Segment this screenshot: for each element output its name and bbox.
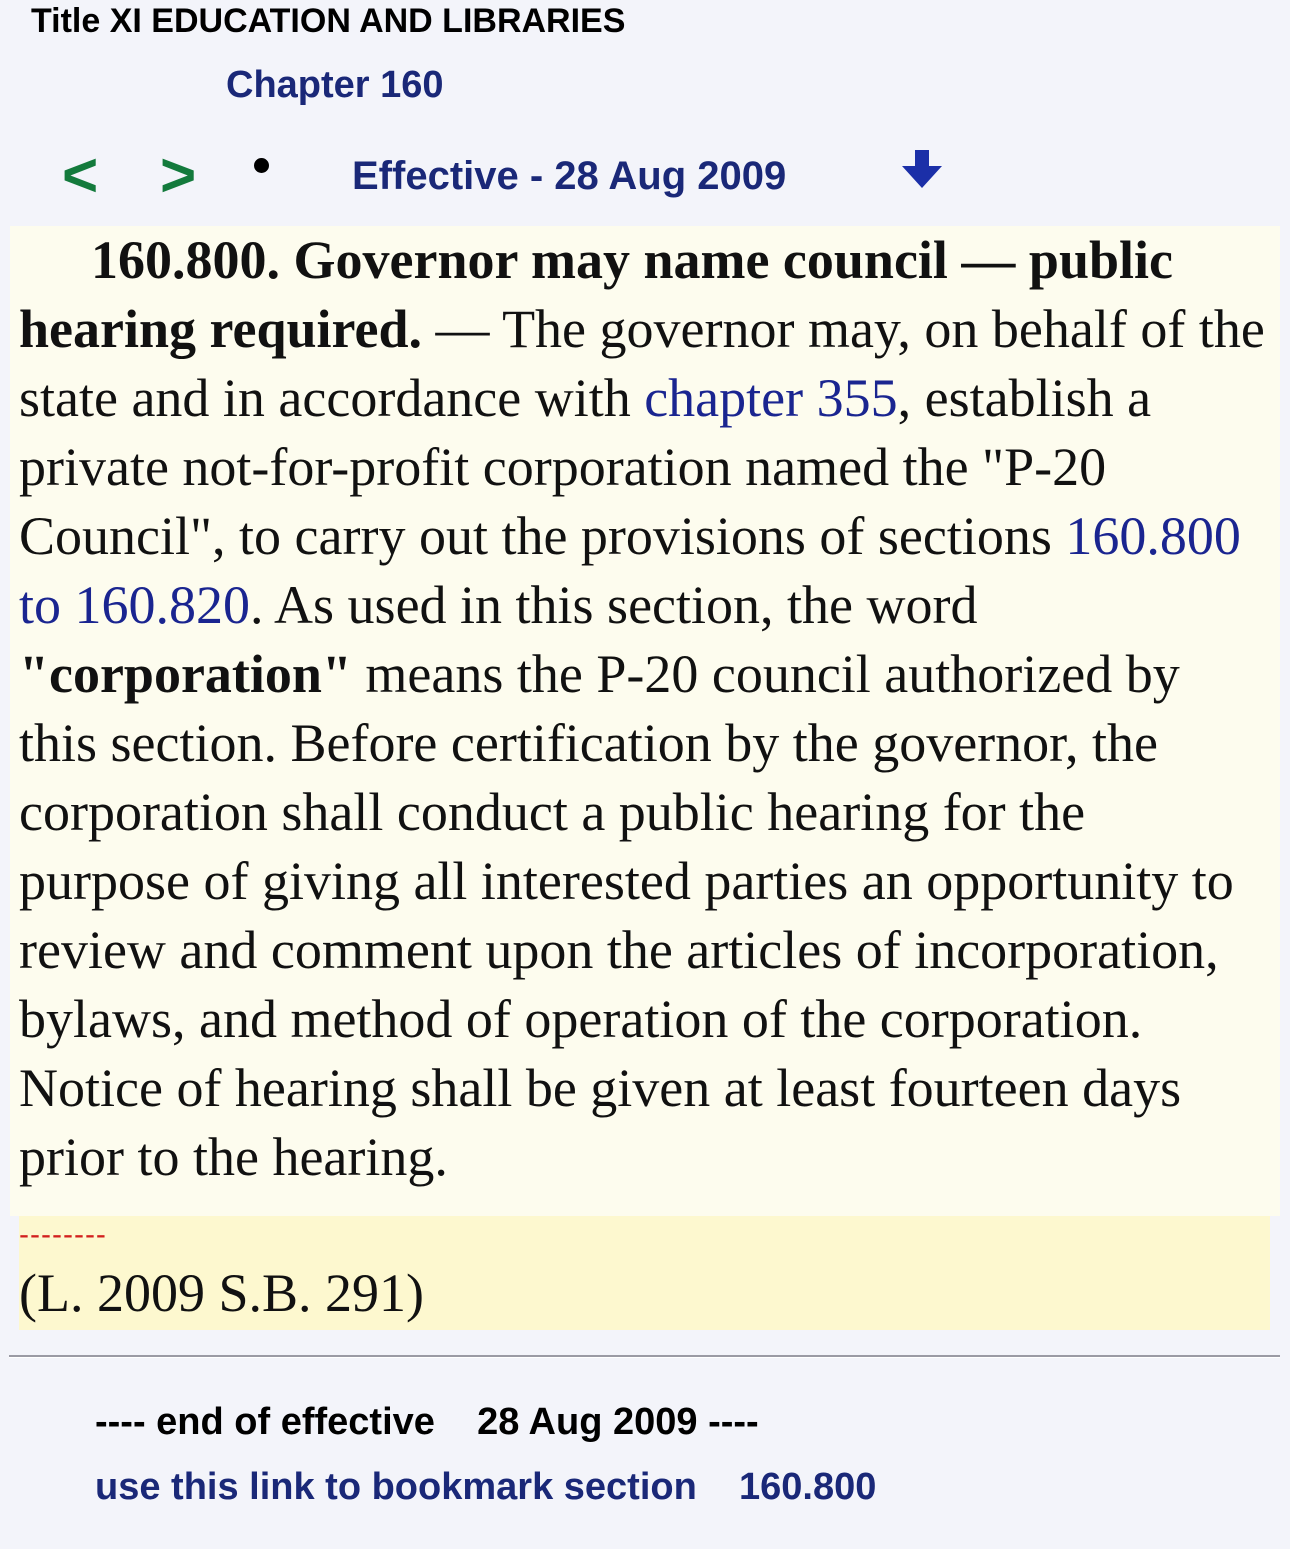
defined-term: "corporation" xyxy=(19,644,352,704)
heading-dash: — xyxy=(422,299,503,359)
dot-icon[interactable] xyxy=(254,158,269,173)
arrow-down-icon[interactable] xyxy=(898,148,946,197)
effective-date-link[interactable]: Effective - 28 Aug 2009 xyxy=(352,154,787,198)
bookmark-section-link[interactable]: use this link to bookmark section 160.800 xyxy=(95,1466,877,1508)
section-text-part: , establish a private not-for-profit corporation named the "P-20 Council", to carry out the provisions of sections xyxy=(19,368,1152,566)
section-nav-bar xyxy=(0,140,1290,220)
section-text-part: means the P-20 council authorized by this section. Before certification by the governor, the corporation shall conduct a public hearing for the purpose of giving all interested parties an opportunity to review and comment upon the articles of incorporation, bylaws, and method of operation of the corporation. Notice of hearing shall be given at least fourteen days prior to the hearing. xyxy=(19,644,1234,1187)
horizontal-divider xyxy=(9,1355,1280,1358)
chapter-link[interactable]: Chapter 160 xyxy=(226,64,444,106)
section-text-part: The governor may, on behalf of the state and in accordance with xyxy=(19,299,1265,428)
chapter-355-link[interactable]: chapter 355 xyxy=(644,368,898,428)
section-text xyxy=(19,226,1269,1192)
history-citation: (L. 2009 S.B. 291) xyxy=(19,1263,424,1323)
sections-range-link[interactable]: 160.800 to 160.820 xyxy=(19,506,1241,635)
section-text-part: . As used in this section, the word xyxy=(250,575,978,635)
prev-section-button[interactable]: < xyxy=(62,141,99,210)
next-section-button[interactable]: > xyxy=(160,141,197,210)
title-heading: Title XI EDUCATION AND LIBRARIES xyxy=(31,2,626,40)
section-heading-text: 160.800. Governor may name council — public hearing required. xyxy=(19,230,1174,359)
history-separator: -------- xyxy=(19,1218,107,1251)
end-of-effective-text: ---- end of effective 28 Aug 2009 ---- xyxy=(95,1401,759,1443)
